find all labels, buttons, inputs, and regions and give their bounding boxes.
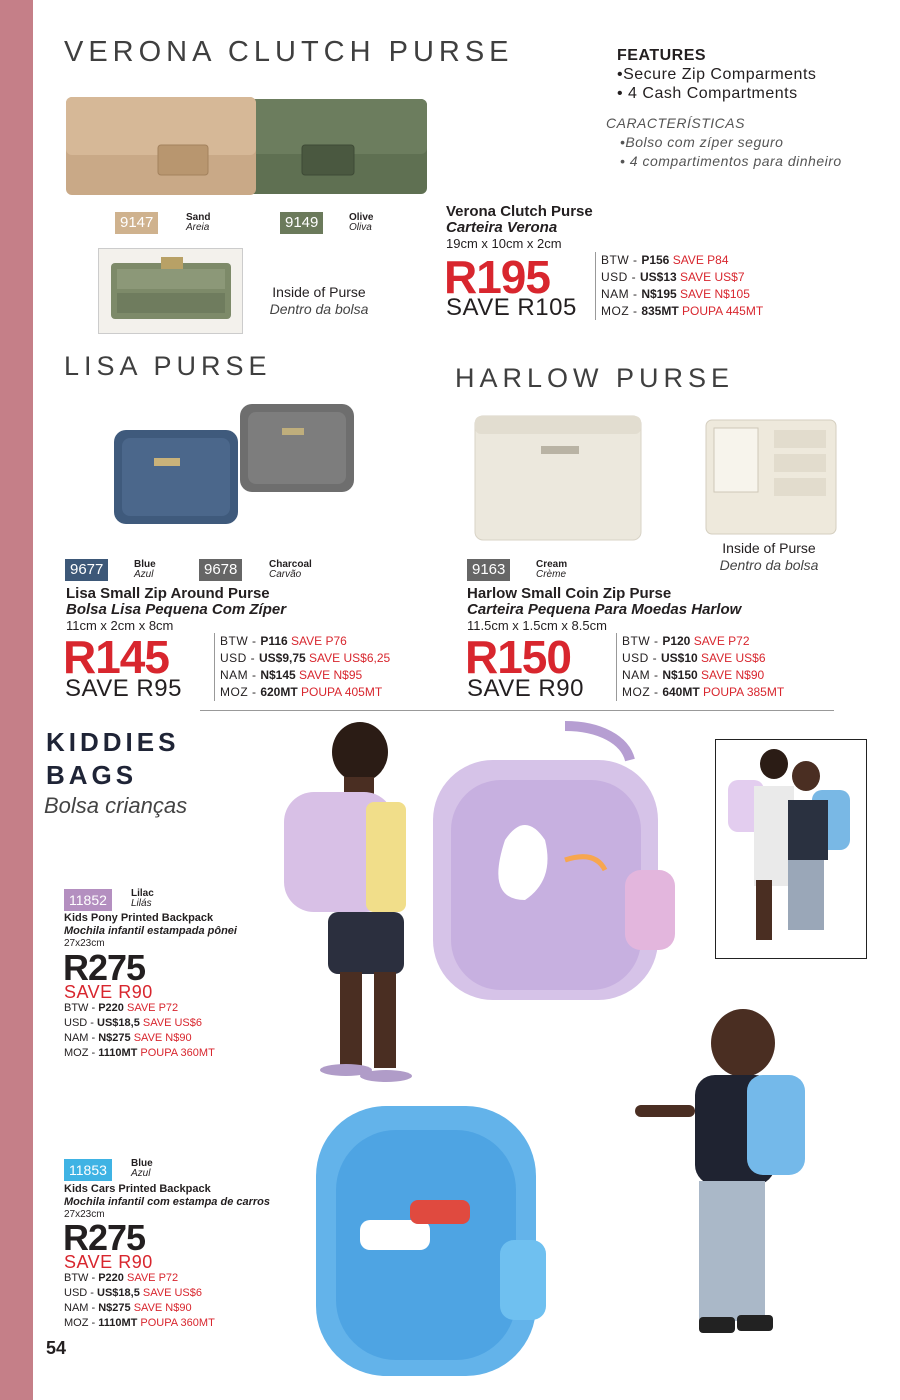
regional-row: USD - US$10 SAVE US$6: [622, 651, 766, 665]
harlow-inside-image: [704, 418, 838, 536]
harlow-inside-caption: Inside of Purse Dentro da bolsa: [719, 540, 819, 573]
variant-code: 9147: [115, 212, 158, 234]
pony-save: SAVE R90: [64, 982, 153, 1002]
variant-code: 11853: [64, 1159, 112, 1181]
sidebar-stripe: [0, 0, 33, 1400]
regional-row: USD - US$18,5 SAVE US$6: [64, 1287, 202, 1299]
variant-color-name: Sand Areia: [186, 212, 211, 233]
lisa-price: R145: [63, 631, 169, 683]
variant-code: 9163: [467, 559, 510, 581]
regional-row: BTW - P116 SAVE P76: [220, 634, 347, 648]
harlow-purse-image: [471, 412, 646, 544]
lisa-section-title: LISA PURSE: [64, 351, 272, 381]
features-pt-heading: CARACTERÍSTICAS: [606, 115, 745, 131]
variant-code: 9677: [65, 559, 108, 581]
cars-dimensions: 27x23cm: [64, 1209, 105, 1220]
feature-pt-item: • 4 compartimentos para dinheiro: [620, 153, 842, 169]
harlow-dimensions: 11.5cm x 1.5cm x 8.5cm: [467, 618, 607, 633]
variant-code: 11852: [64, 889, 112, 911]
harlow-price: R150: [465, 631, 571, 683]
pony-product-name: Kids Pony Printed Backpack: [64, 912, 214, 924]
kids-hug-photo: [715, 739, 867, 959]
cars-price: R275: [63, 1217, 146, 1258]
verona-section-title: VERONA CLUTCH PURSE: [64, 36, 514, 68]
regional-row: MOZ - 1110MT POUPA 360MT: [64, 1317, 215, 1329]
cars-save: SAVE R90: [64, 1252, 153, 1272]
verona-product-name-pt: Carteira Verona: [446, 219, 558, 236]
regional-row: NAM - N$195 SAVE N$105: [601, 287, 750, 301]
lisa-save: SAVE R95: [65, 675, 182, 702]
verona-dimensions: 19cm x 10cm x 2cm: [446, 236, 562, 251]
variant-color-name: Lilac Lilás: [131, 888, 154, 909]
feature-item: •Secure Zip Comparments: [617, 66, 817, 83]
regional-row: USD - US$9,75 SAVE US$6,25: [220, 651, 391, 665]
cars-product-name: Kids Cars Printed Backpack: [64, 1183, 211, 1195]
verona-features-pt: [606, 114, 842, 171]
variant-color-name: Olive Oliva: [349, 212, 374, 233]
regional-row: MOZ - 640MT POUPA 385MT: [622, 685, 785, 699]
feature-pt-item: •Bolso com zíper seguro: [620, 134, 784, 150]
regional-row: USD - US$13 SAVE US$7: [601, 270, 745, 284]
pony-price: R275: [63, 947, 146, 988]
regional-row: BTW - P220 SAVE P72: [64, 1002, 179, 1014]
verona-features: [617, 46, 816, 103]
harlow-section-title: HARLOW PURSE: [455, 363, 735, 393]
harlow-save: SAVE R90: [467, 675, 584, 702]
pony-regional-prices: [64, 1001, 215, 1061]
harlow-regional-prices: [616, 633, 784, 701]
regional-row: NAM - N$150 SAVE N$90: [622, 668, 765, 682]
lisa-product-name-pt: Bolsa Lisa Pequena Com Zíper: [66, 601, 287, 618]
variant-code: 9678: [199, 559, 242, 581]
kiddies-section-title: KIDDIES BAGS: [46, 727, 180, 790]
lisa-regional-prices: [214, 633, 390, 701]
regional-row: BTW - P120 SAVE P72: [622, 634, 750, 648]
verona-olive-image: [232, 99, 427, 194]
regional-row: NAM - N$275 SAVE N$90: [64, 1032, 192, 1044]
regional-row: USD - US$18,5 SAVE US$6: [64, 1017, 202, 1029]
verona-inside-image: [98, 248, 243, 334]
verona-product-name: Verona Clutch Purse: [446, 203, 593, 220]
variant-color-name: Blue Azul: [131, 1158, 153, 1179]
boy-with-backpack-photo: [635, 1005, 815, 1345]
regional-row: MOZ - 835MT POUPA 445MT: [601, 304, 764, 318]
variant-color-name: Blue Azul: [134, 559, 156, 580]
harlow-product-name-pt: Carteira Pequena Para Moedas Harlow: [467, 601, 742, 618]
regional-row: NAM - N$275 SAVE N$90: [64, 1302, 192, 1314]
regional-row: NAM - N$145 SAVE N$95: [220, 668, 363, 682]
lisa-purse-images: [114, 402, 364, 532]
kiddies-subtitle-pt: Bolsa crianças: [44, 793, 188, 818]
girl-with-backpack-photo: [270, 722, 420, 1092]
pony-dimensions: 27x23cm: [64, 938, 105, 949]
feature-item: • 4 Cash Compartments: [617, 85, 798, 102]
harlow-product-name: Harlow Small Coin Zip Purse: [467, 585, 672, 602]
variant-color-name: Cream Crème: [536, 559, 568, 580]
section-divider: [200, 710, 834, 711]
cars-backpack-image: [300, 1100, 560, 1382]
features-heading: FEATURES: [617, 47, 707, 64]
variant-code: 9149: [280, 212, 323, 234]
cars-product-name-pt: Mochila infantil com estampa de carros: [64, 1196, 271, 1208]
variant-color-name: Charcoal Carvão: [269, 559, 312, 580]
lisa-product-name: Lisa Small Zip Around Purse: [66, 585, 270, 602]
pony-backpack-image: [425, 720, 690, 1010]
regional-row: MOZ - 620MT POUPA 405MT: [220, 685, 383, 699]
verona-regional-prices: [595, 252, 763, 320]
regional-row: MOZ - 1110MT POUPA 360MT: [64, 1047, 215, 1059]
lisa-dimensions: 11cm x 2cm x 8cm: [66, 618, 174, 633]
verona-sand-image: [66, 97, 256, 195]
verona-price: R195: [444, 251, 550, 303]
regional-row: BTW - P156 SAVE P84: [601, 253, 729, 267]
page-number: 54: [46, 1338, 67, 1358]
verona-save: SAVE R105: [446, 294, 577, 321]
regional-row: BTW - P220 SAVE P72: [64, 1272, 179, 1284]
pony-product-name-pt: Mochila infantil estampada pônei: [64, 925, 237, 937]
verona-inside-caption: Inside of Purse Dentro da bolsa: [269, 284, 369, 317]
cars-regional-prices: [64, 1271, 215, 1331]
